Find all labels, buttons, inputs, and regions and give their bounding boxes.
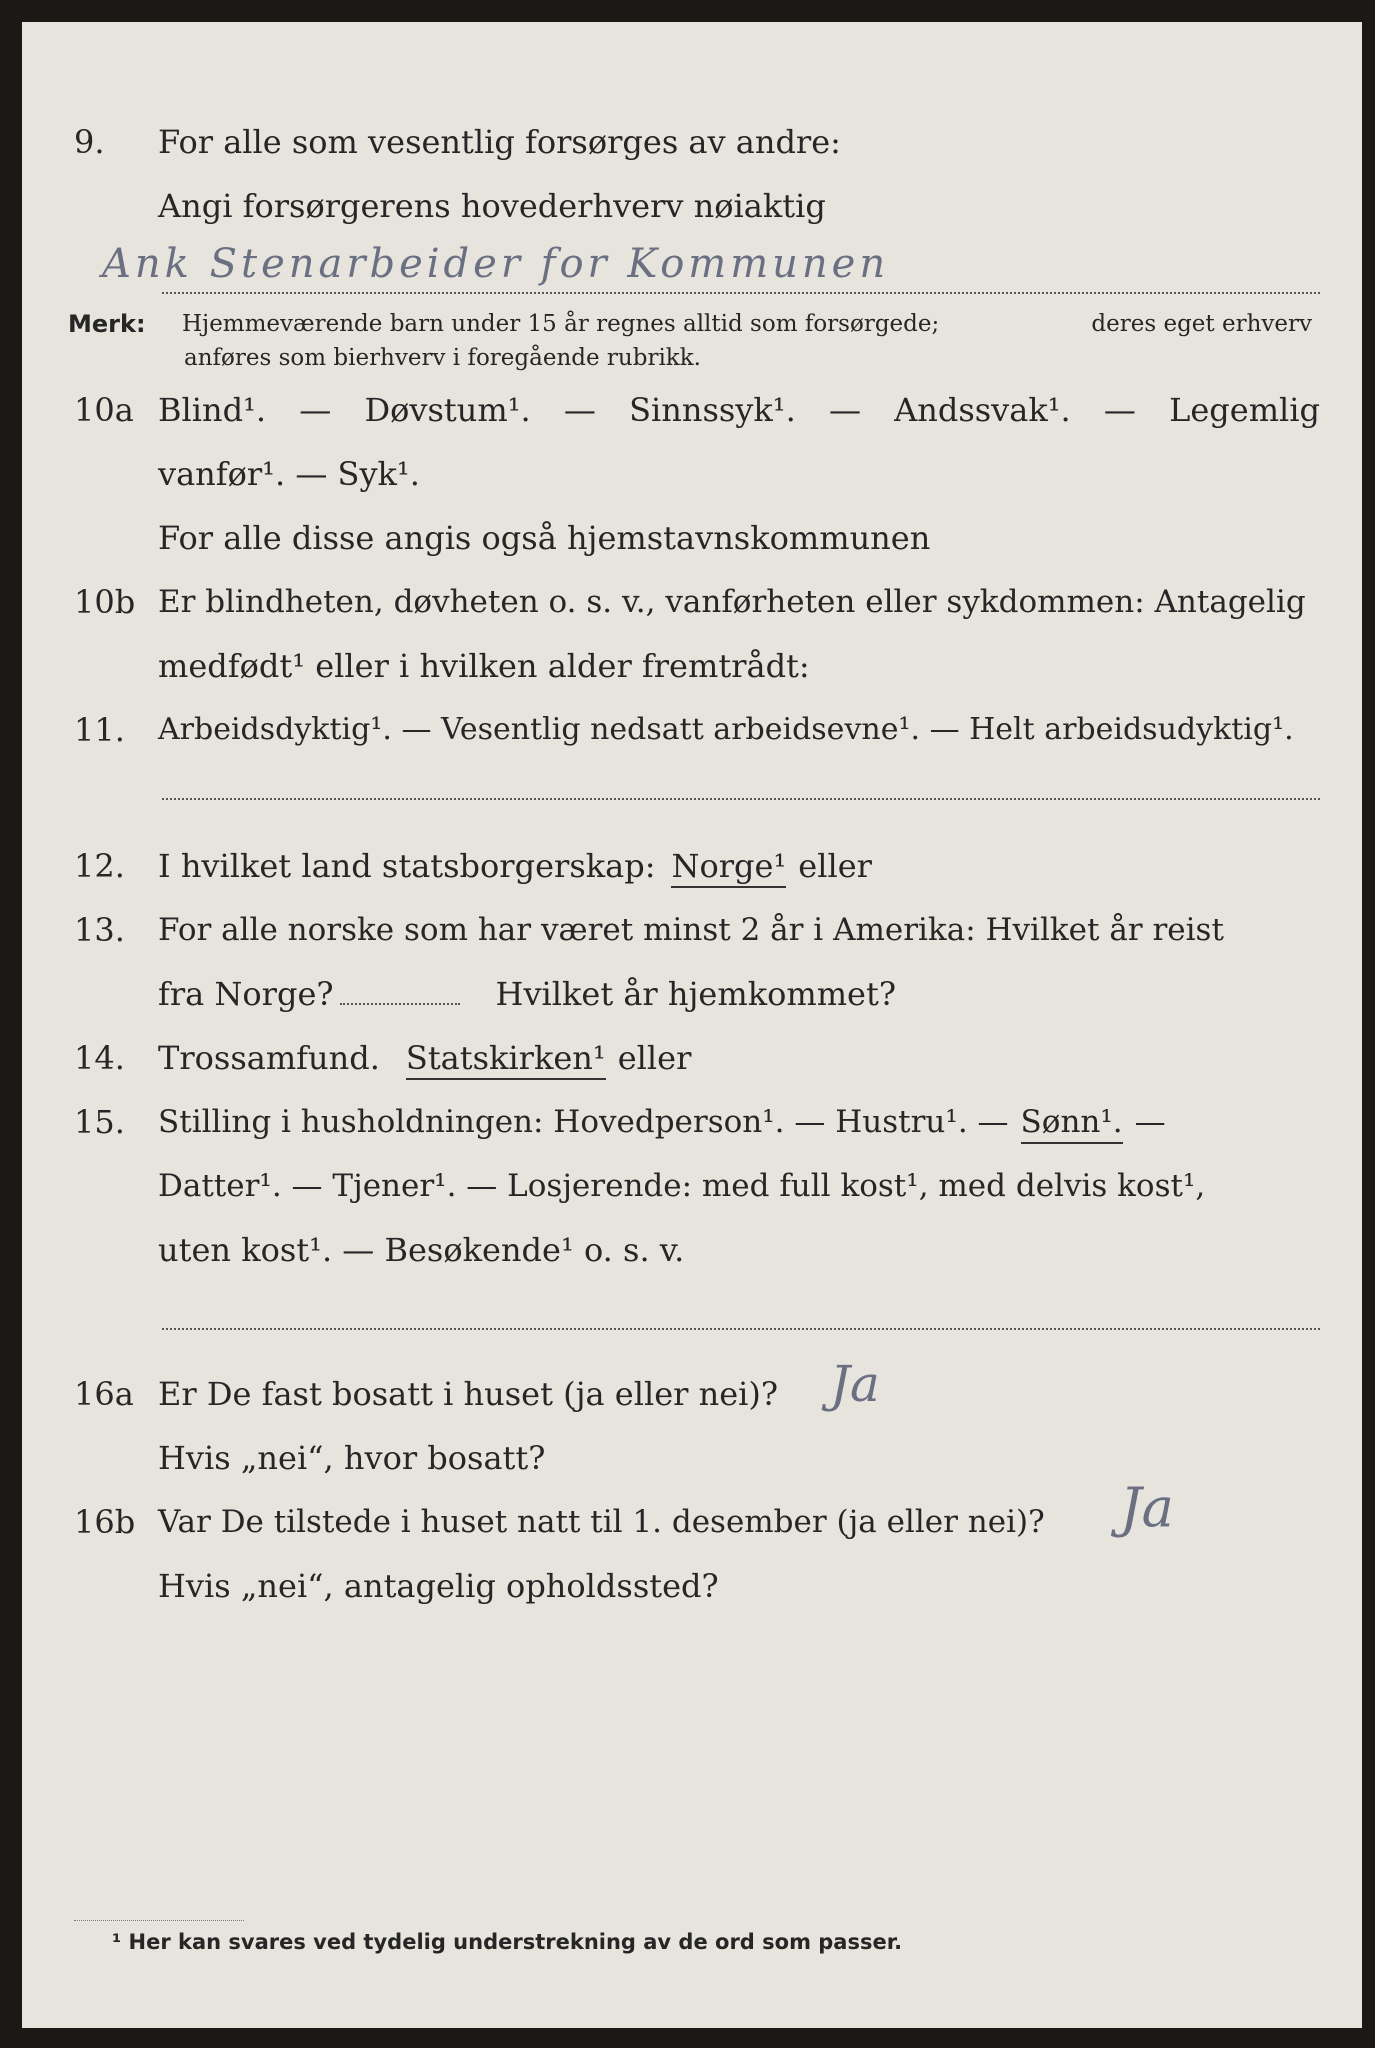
q12-number: 12.	[74, 847, 125, 885]
q10a-number: 10a	[74, 391, 134, 429]
q15-text1b: —	[1134, 1104, 1166, 1140]
q15-number: 15.	[74, 1103, 125, 1141]
q11-answer-line	[162, 798, 1320, 800]
footnote: ¹ Her kan svares ved tydelig understrekning av de ord som passer.	[112, 1930, 903, 1954]
merk-text1	[182, 308, 1312, 340]
opt-andssvak: Andssvak¹.	[894, 391, 1071, 429]
dash: —	[1103, 391, 1136, 429]
q14-prefix: Trossamfund.	[158, 1039, 380, 1077]
dash: —	[828, 391, 861, 429]
q14-underlined: Statskirken¹	[406, 1038, 606, 1080]
q11-text1: Arbeidsdyktig¹. — Vesentlig nedsatt arbeidsevne¹. — Helt arbeidsudyktig¹.	[158, 712, 1294, 747]
q15-text3: uten kost¹. — Besøkende¹ o. s. v.	[158, 1231, 685, 1269]
q16a-number: 16a	[74, 1375, 134, 1413]
q10b-number: 10b	[74, 583, 136, 621]
q16a-text2: Hvis „nei“, hvor bosatt?	[158, 1439, 546, 1477]
q10b-text2: medfødt¹ eller i hvilken alder fremtrådt:	[158, 647, 810, 685]
census-form-page	[22, 22, 1362, 2028]
q15-underlined: Sønn¹.	[1021, 1102, 1123, 1144]
merk-text1b: deres eget erhverv	[1091, 311, 1312, 337]
q13-text2b: Hvilket år hjemkommet?	[495, 975, 896, 1013]
q16b-number: 16b	[74, 1503, 136, 1541]
q9-number: 9.	[74, 123, 105, 161]
footnote-rule	[74, 1920, 244, 1921]
q11-number: 11.	[74, 711, 125, 749]
opt-sinnssyk: Sinnssyk¹.	[629, 391, 796, 429]
q10b-text1: Er blindheten, døvheten o. s. v., vanførheten eller sykdommen: Antagelig	[158, 584, 1306, 620]
q13-text1: For alle norske som har været minst 2 år i Amerika: Hvilket år reist	[158, 912, 1224, 948]
fill-line	[340, 977, 460, 1005]
merk-text1a: Hjemmeværende barn under 15 år regnes alltid som forsørgede;	[182, 311, 940, 337]
q10a-text3: For alle disse angis også hjemstavnskommunen	[158, 519, 931, 557]
q12-suffix: eller	[798, 847, 872, 885]
q14-suffix: eller	[617, 1039, 692, 1077]
q15-text2: Datter¹. — Tjener¹. — Losjerende: med full kost¹, med delvis kost¹,	[158, 1168, 1206, 1204]
q16a-handwritten-answer: Ja	[830, 1355, 880, 1413]
dash: —	[299, 391, 332, 429]
q15-text1a: Stilling i husholdningen: Hovedperson¹. — Hustru¹. —	[158, 1104, 1009, 1140]
q9-answer-line	[162, 292, 1320, 294]
q16b-text2: Hvis „nei“, antagelig opholdssted?	[158, 1567, 719, 1605]
q10a-text2: vanfør¹. — Syk¹.	[158, 455, 420, 493]
dash: —	[563, 391, 596, 429]
q9-text1: For alle som vesentlig forsørges av andre:	[158, 123, 841, 161]
q15-answer-line	[162, 1328, 1320, 1330]
q9-text2: Angi forsørgerens hovederhverv nøiaktig	[158, 187, 826, 225]
q12-prefix: I hvilket land statsborgerskap:	[158, 847, 656, 885]
q14-number: 14.	[74, 1039, 125, 1077]
q13-text2a: fra Norge?	[158, 975, 334, 1013]
q16b-text1: Var De tilstede i huset natt til 1. desember (ja eller nei)?	[158, 1504, 1045, 1540]
opt-blind: Blind¹.	[158, 391, 267, 429]
q16b-handwritten-answer: Ja	[1120, 1476, 1174, 1539]
q12-underlined: Norge¹	[671, 846, 786, 888]
merk-label: Merk:	[68, 310, 146, 338]
opt-dovstum: Døvstum¹.	[364, 391, 531, 429]
q16a-text1: Er De fast bosatt i huset (ja eller nei)?	[158, 1375, 779, 1413]
q10a-options	[158, 390, 1320, 430]
q9-handwritten-answer: Ank Stenarbeider for Kommunen	[102, 241, 890, 287]
q13-number: 13.	[74, 911, 125, 949]
opt-legemlig: Legemlig	[1169, 391, 1320, 429]
merk-text2: anføres som bierhverv i foregående rubrikk.	[184, 345, 701, 371]
